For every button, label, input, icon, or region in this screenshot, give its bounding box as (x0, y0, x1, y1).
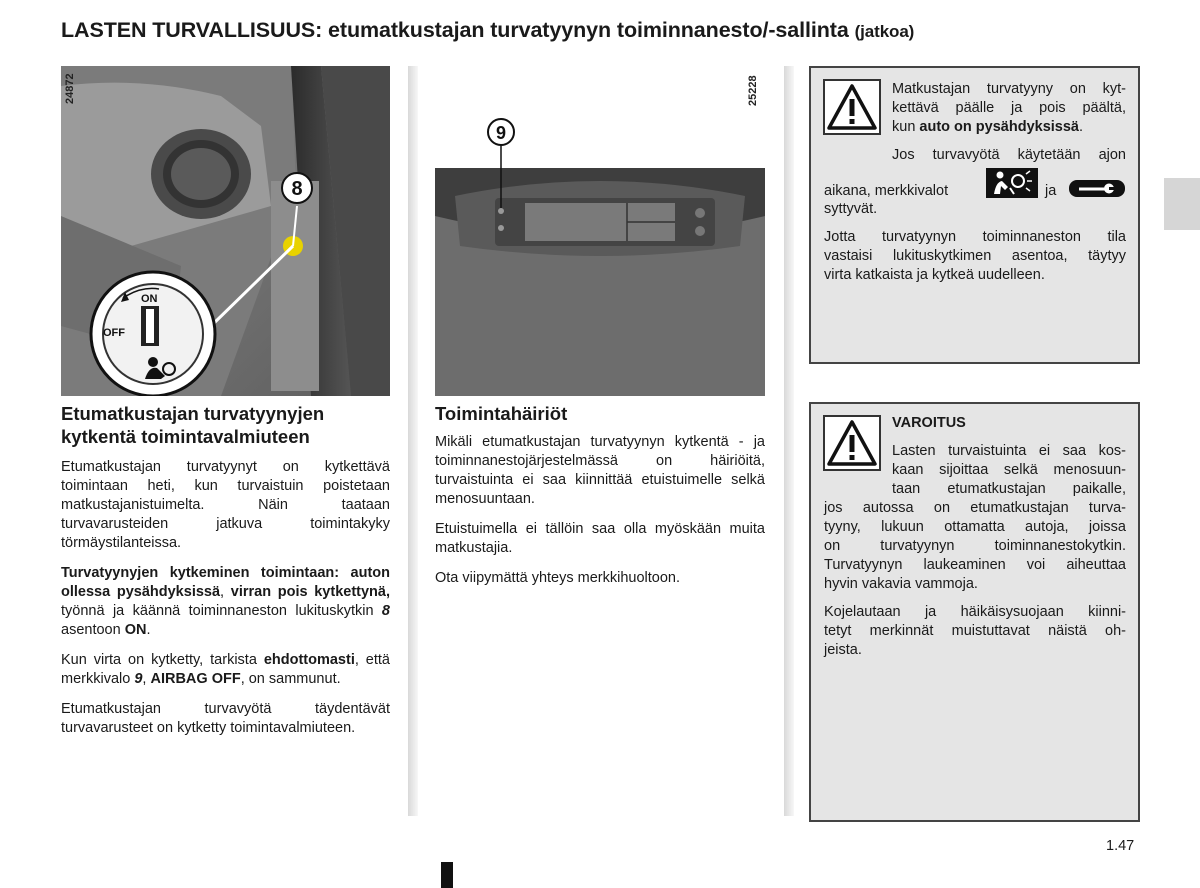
box-line: hyvin vakavia vammoja. (824, 576, 978, 592)
box-line: jos autossa on etumatkustajan turva- (824, 500, 1126, 516)
paragraph: Etumatkustajan turvatyynyt on kytkettävä toimintaan heti, kun turvaistuin poistetaan matkustajanistuimelta. Näin taataan turvavarusteiden jatkuva toimintakyky törmäystilanteissa. (61, 459, 390, 551)
section-heading-activation (61, 402, 391, 448)
box-line: kaan sijoittaa selkä menosuun- (892, 462, 1126, 478)
warning-triangle-icon (823, 79, 881, 135)
column-1-body (61, 458, 390, 749)
box-line: on turvatyynyn toiminnanestokytkin. (824, 538, 1126, 554)
box-line: virta katkaista ja kytkeä uudelleen. (824, 267, 1045, 283)
figure-number-2: 25228 (747, 75, 759, 106)
column-divider-shade (408, 66, 418, 816)
airbag-warning-light-icon (986, 168, 1038, 198)
switch-off-label: OFF (103, 327, 125, 339)
warning-triangle-icon (823, 415, 881, 471)
box-line: tetyt merkinnät muistuttavat näistä oh- (824, 623, 1126, 639)
box-line: Kojelautaan ja häikäisysuojaan kiinni- (824, 604, 1126, 620)
paragraph: Ota viipymättä yhteys merkkihuoltoon. (435, 570, 680, 586)
column-divider-shade (784, 66, 794, 816)
paragraph: Etumatkustajan turvavyötä täydentävät turvavarusteet on kytketty toimintavalmiuteen. (61, 701, 390, 736)
warning-title: VAROITUS (892, 415, 966, 431)
figure-number-1: 24872 (64, 73, 76, 104)
callout-9-label: 9 (495, 123, 507, 143)
box-line: aikana, merkkivalot (824, 183, 949, 199)
box-line: Lasten turvaistuinta ei saa kos- (892, 443, 1126, 459)
box-line: Matkustajan turvatyyny on kyt- (892, 81, 1126, 97)
airbag-off-indicator-light (498, 208, 504, 214)
service-wrench-light-icon (1069, 180, 1125, 197)
figure-airbag-off-light-photo (435, 66, 765, 396)
section-heading-malfunctions: Toimintahäiriöt (435, 403, 568, 424)
box-line: syttyvät. (824, 201, 878, 217)
box-line: taan etumatkustajan paikalle, (892, 481, 1126, 497)
info-box-airbag-toggle (809, 66, 1140, 364)
column-2-body (435, 433, 765, 599)
section-tab-marker (1164, 178, 1200, 230)
dashboard-display-illustration (435, 66, 765, 396)
figure-airbag-switch-photo (61, 66, 390, 396)
airbag-switch-illustration (61, 66, 390, 396)
box-line: jeista. (824, 642, 862, 658)
paragraph: Turvatyynyjen kytkeminen toimintaan: auton ollessa pysähdyksissä, virran pois kytkettynä, työnnä ja käännä toiminnaneston lukituskytkin 8 asentoon ON. (61, 565, 391, 638)
heading-line: Etumatkustajan turvatyynyjen (61, 403, 325, 424)
warning-box-varoitus (809, 402, 1140, 822)
box-line: kun auto on pysähdyksissä. (892, 119, 1084, 135)
box-line: Jotta turvatyynyn toiminnaneston tila (824, 229, 1126, 245)
heading-line: kytkentä toimintavalmiuteen (61, 426, 310, 447)
callout-8-label: 8 (291, 178, 303, 200)
box-line: kettävä päälle ja pois päältä, (892, 100, 1126, 116)
box-line: Jos turvavyötä käytetään ajon (892, 147, 1126, 163)
page-title-suffix: (jatkoa) (854, 22, 915, 41)
page-number: 1.47 (1106, 838, 1135, 854)
paragraph: Kun virta on kytketty, tarkista ehdottomasti, että merkkivalo 9, AIRBAG OFF, on sammunut. (61, 652, 390, 687)
paragraph: Mikäli etumatkustajan turvatyynyn kytkentä - ja toiminnanestojärjestelmässä on häiriöitä, turvaistuinta ei saa kiinnittää etuistuimelle selkä menosuuntaan. (435, 434, 765, 507)
box-line: vastaisi lukituskytkimen asentoa, täytyy (824, 248, 1126, 264)
footer-bar (441, 862, 453, 888)
box-line: ja (1045, 183, 1057, 199)
box-line: Turvatyynyn laukeaminen voi aiheuttaa (824, 557, 1126, 573)
box-line: tyyny, lukuun ottamatta autoja, joissa (824, 519, 1126, 535)
paragraph: Etuistuimella ei tällöin saa olla myöskään muita matkustajia. (435, 521, 765, 556)
switch-on-label: ON (141, 293, 158, 305)
page-title-main: LASTEN TURVALLISUUS: etumatkustajan turvatyynyn toiminnanesto/-sallinta (61, 18, 849, 42)
page-title (61, 18, 1141, 43)
